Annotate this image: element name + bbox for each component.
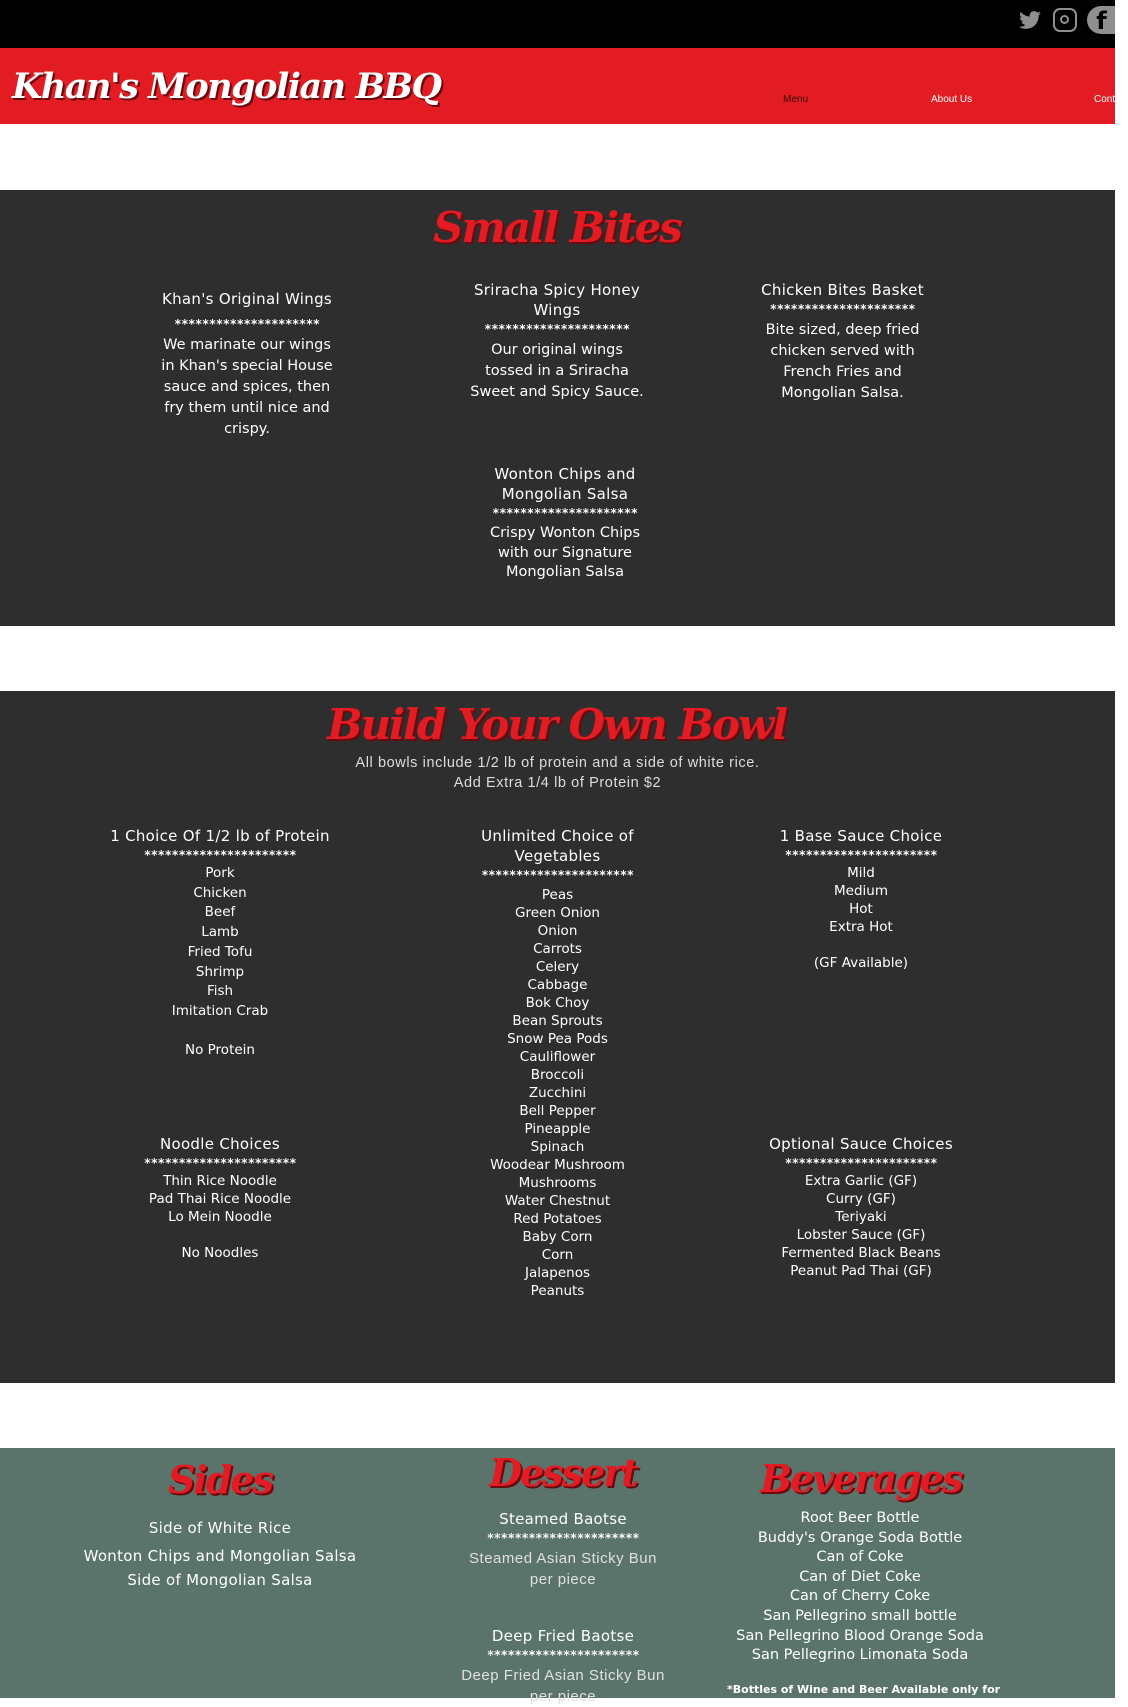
vegetable-option: Bean Sprouts	[512, 1013, 603, 1029]
divider-stars: *********************	[484, 322, 630, 336]
beverage-item: Root Beer Bottle	[800, 1510, 920, 1526]
beverage-item: San Pellegrino Blood Orange Soda	[736, 1627, 984, 1644]
item-description: Steamed Asian Sticky Bun	[469, 1550, 657, 1567]
beverage-item: Can of Diet Coke	[799, 1568, 921, 1585]
nav-about-us[interactable]: About Us	[931, 94, 973, 105]
nav-menu[interactable]: Menu	[783, 94, 809, 105]
item-name: Steamed Baotse	[499, 1510, 627, 1528]
vegetable-option: Green Onion	[515, 905, 600, 921]
group-title: Optional Sauce Choices	[769, 1135, 953, 1153]
vegetable-choices	[445, 826, 670, 1300]
vegetable-option: Zucchini	[528, 1085, 587, 1101]
divider-stars: **********************	[784, 1156, 938, 1170]
beverage-item: Can of Coke	[816, 1549, 904, 1566]
divider-stars: **********************	[481, 868, 634, 882]
divider-stars: **********************	[486, 1648, 640, 1662]
side-item: Side of White Rice	[148, 1519, 292, 1537]
noodle-option: Thin Rice Noodle	[163, 1173, 277, 1189]
optional-sauce-list	[731, 1172, 991, 1280]
item-name: Sriracha Spicy Honey Wings	[473, 281, 641, 319]
bowl-intro-line-2: Add Extra 1/4 lb of Protein $2	[453, 775, 662, 791]
sides-list	[40, 1518, 400, 1590]
vegetable-option: Spinach	[530, 1139, 585, 1155]
base-sauce-option: Extra Hot	[829, 919, 893, 935]
base-sauce-option: Hot	[849, 901, 873, 917]
noodle-choices	[90, 1134, 350, 1263]
dessert-item-deep-fried-baotse	[453, 1626, 673, 1707]
base-sauce-list	[731, 864, 991, 936]
beverage-item: Can of Cherry Coke	[789, 1588, 931, 1605]
divider-stars: **********************	[486, 1531, 640, 1545]
beverage-note: *Bottles of Wine and Beer Available only for	[727, 1683, 1001, 1696]
dessert-title: Dessert	[489, 1450, 637, 1495]
group-title: Noodle Choices	[159, 1135, 281, 1153]
vegetable-option: Peanuts	[530, 1283, 585, 1299]
vegetable-option: Pineapple	[524, 1121, 591, 1137]
optional-sauce-option: Fermented Black Beans	[781, 1245, 941, 1261]
item-description: Deep Fried Asian Sticky Bun	[461, 1667, 665, 1684]
divider-stars: **********************	[143, 1156, 297, 1170]
bowl-intro-line-1: All bowls include 1/2 lb of protein and a side of white rice.	[355, 755, 760, 771]
vegetable-option: Bok Choy	[525, 995, 590, 1011]
vegetable-option: Snow Pea Pods	[507, 1031, 608, 1047]
item-name: Deep Fried Baotse	[491, 1627, 635, 1645]
sides-title: Sides	[167, 1457, 273, 1502]
social-links	[1017, 6, 1115, 34]
vegetable-option: Cabbage	[527, 977, 588, 993]
gf-note: (GF Available)	[813, 955, 909, 971]
protein-option: Chicken	[193, 884, 247, 901]
optional-sauce-option: Lobster Sauce (GF)	[796, 1227, 926, 1243]
divider-stars: *********************	[769, 302, 916, 316]
site-logo[interactable]: Khan's Mongolian BBQ	[12, 66, 441, 107]
vegetable-option: Cauliflower	[519, 1049, 596, 1065]
protein-option: Beef	[204, 904, 236, 921]
vegetable-option: Bell Pepper	[519, 1103, 596, 1119]
beverage-items	[705, 1509, 1015, 1666]
protein-option: Lamb	[201, 924, 239, 941]
optional-sauce-option: Teriyaki	[835, 1209, 887, 1225]
noodle-list	[90, 1172, 350, 1226]
vegetable-option: Onion	[537, 923, 578, 939]
protein-option: Fried Tofu	[187, 943, 253, 960]
vegetable-option: Carrots	[533, 941, 582, 957]
small-bites-title: Small Bites	[433, 203, 681, 252]
item-price-unit: per piece	[529, 1688, 597, 1705]
noodle-option: Lo Mein Noodle	[168, 1209, 272, 1225]
menu-item-khans-wings	[157, 289, 337, 440]
group-title: 1 Choice Of 1/2 lb of Protein	[110, 827, 330, 845]
item-name: Wonton Chips and Mongolian Salsa	[494, 465, 636, 503]
base-sauce-option: Mild	[847, 865, 875, 881]
base-sauce-choices	[731, 826, 991, 973]
protein-option: Imitation Crab	[171, 1002, 269, 1019]
menu-item-sriracha-wings	[468, 280, 646, 403]
side-item: Side of Mongolian Salsa	[127, 1571, 313, 1589]
nav-contact[interactable]: Contact	[1094, 94, 1128, 105]
beverage-item: San Pellegrino Limonata Soda	[751, 1647, 969, 1664]
menu-item-chicken-bites	[760, 280, 925, 404]
side-item: Wonton Chips and Mongolian Salsa	[83, 1547, 357, 1565]
item-price-unit: per piece	[529, 1571, 597, 1588]
item-description: Bite sized, deep fried chicken served with French Fries and Mongolian Salsa.	[765, 322, 920, 401]
vegetable-option: Woodear Mushroom	[490, 1157, 625, 1173]
vegetable-option: Baby Corn	[522, 1229, 593, 1245]
instagram-icon[interactable]	[1053, 8, 1077, 32]
vegetable-option: Broccoli	[530, 1067, 585, 1083]
protein-choices	[90, 826, 350, 1060]
divider-stars: **********************	[143, 848, 297, 862]
no-protein-option: No Protein	[185, 1041, 255, 1058]
vegetable-option: Peas	[541, 887, 574, 903]
divider-stars: *********************	[492, 506, 638, 520]
protein-option: Shrimp	[195, 963, 245, 980]
site-header	[0, 48, 1128, 124]
facebook-icon[interactable]: f	[1087, 6, 1115, 34]
vegetable-option: Jalapenos	[524, 1265, 590, 1281]
vegetable-option: Red Potatoes	[513, 1211, 602, 1227]
item-name: Khan's Original Wings	[161, 290, 333, 308]
optional-sauce-option: Curry (GF)	[826, 1191, 896, 1207]
protein-list	[90, 864, 350, 1022]
item-description: Our original wings tossed in a Sriracha Sweet and Spicy Sauce.	[470, 342, 644, 400]
protein-option: Pork	[205, 865, 235, 881]
dessert-item-steamed-baotse	[453, 1509, 673, 1590]
vegetable-option: Celery	[535, 959, 580, 975]
optional-sauce-option: Extra Garlic (GF)	[804, 1173, 918, 1189]
vegetable-option: Water Chestnut	[504, 1193, 611, 1209]
item-name: Chicken Bites Basket	[761, 281, 924, 299]
beverage-item: San Pellegrino small bottle	[763, 1607, 957, 1624]
beverages-title: Beverages	[760, 1456, 962, 1501]
base-sauce-option: Medium	[834, 883, 888, 899]
vegetable-option: Mushrooms	[518, 1175, 597, 1191]
group-title: 1 Base Sauce Choice	[779, 827, 943, 845]
main-nav	[0, 94, 1128, 114]
noodle-option: Pad Thai Rice Noodle	[148, 1191, 292, 1207]
optional-sauce-choices	[731, 1134, 991, 1280]
beverage-item: Buddy's Orange Soda Bottle	[757, 1529, 963, 1546]
menu-item-wonton-chips	[475, 464, 655, 583]
vegetable-option: Corn	[541, 1247, 574, 1263]
top-bar	[0, 0, 1115, 48]
twitter-icon[interactable]	[1017, 7, 1043, 33]
no-noodles-option: No Noodles	[181, 1245, 259, 1261]
item-description: Crispy Wonton Chips with our Signature Mongolian Salsa	[489, 525, 641, 580]
optional-sauce-option: Peanut Pad Thai (GF)	[790, 1263, 932, 1279]
protein-option: Fish	[206, 983, 234, 1000]
vegetable-list	[445, 886, 670, 1300]
bowl-title: Build Your Own Bowl	[327, 700, 787, 749]
beverages-list	[705, 1509, 1015, 1666]
group-title: Unlimited Choice of Vegetables	[481, 827, 634, 865]
divider-stars: **********************	[784, 848, 938, 862]
item-description: We marinate our wings in Khan's special House sauce and spices, then fry them until nice and crispy.	[161, 337, 333, 437]
divider-stars: *********************	[174, 317, 320, 331]
